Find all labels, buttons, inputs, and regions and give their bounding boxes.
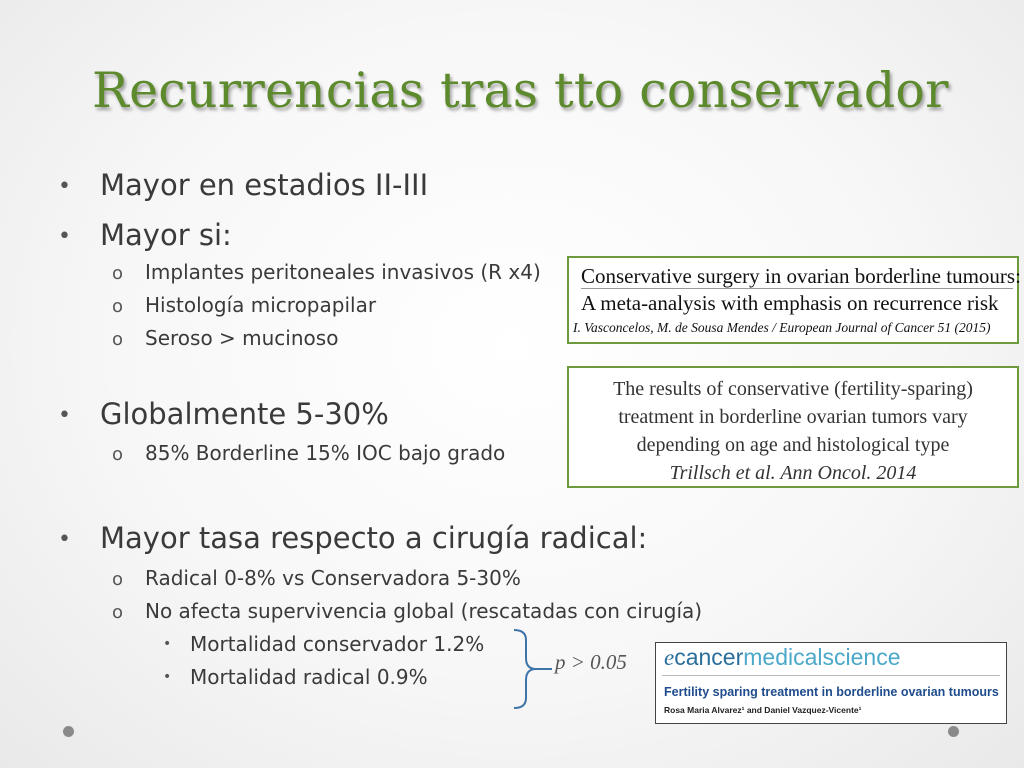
bullet-radical-comparison: Mayor tasa respecto a cirugía radical: bbox=[100, 521, 648, 555]
reference-authors: I. Vasconcelos, M. de Sousa Mendes / European Journal of Cancer 51 (2015) bbox=[573, 320, 991, 335]
p-value-label bbox=[555, 650, 627, 675]
trillsch-citation: Trillsch et al. Ann Oncol. 2014 bbox=[669, 462, 917, 484]
trillsch-line3: depending on age and histological type bbox=[636, 434, 950, 456]
slide-title: Recurrencias tras tto conservador bbox=[92, 62, 949, 119]
decorative-dot-left bbox=[63, 726, 74, 737]
ecancer-authors: Rosa Maria Alvarez¹ and Daniel Vazquez-Vicente¹ bbox=[664, 705, 862, 715]
curly-brace-icon bbox=[512, 628, 552, 710]
sub-bullet-marker: o bbox=[112, 263, 124, 284]
bullet-mayor-si: Mayor si: bbox=[100, 218, 232, 252]
trillsch-line1: The results of conservative (fertility-sparing) bbox=[613, 378, 973, 400]
bullet-marker: • bbox=[58, 403, 71, 428]
bullet-marker: • bbox=[58, 224, 71, 249]
reference-ecancer bbox=[655, 642, 1007, 724]
sub-bullet-radical-vs-conservative: Radical 0-8% vs Conservadora 5-30% bbox=[145, 566, 521, 590]
subsub-bullet-mortality-radical: Mortalidad radical 0.9% bbox=[190, 665, 428, 689]
p-value-text: p > 0.05 bbox=[555, 650, 627, 674]
reference-trillsch bbox=[567, 366, 1019, 488]
sub-bullet-serous: Seroso > mucinoso bbox=[145, 326, 339, 350]
subsub-bullet-mortality-conservative: Mortalidad conservador 1.2% bbox=[190, 632, 485, 656]
ecancer-logo: ecancermedicalscience bbox=[664, 644, 901, 670]
trillsch-line2: treatment in borderline ovarian tumors vary bbox=[618, 406, 968, 428]
sub-bullet-implants: Implantes peritoneales invasivos (R x4) bbox=[145, 260, 541, 284]
sub-bullet-survival: No afecta supervivencia global (rescatadas con cirugía) bbox=[145, 599, 703, 623]
sub-bullet-marker: o bbox=[112, 444, 124, 465]
reference-vasconcelos bbox=[567, 256, 1019, 344]
bullet-global-rate: Globalmente 5-30% bbox=[100, 397, 389, 431]
bullet-marker: • bbox=[58, 174, 71, 199]
bullet-marker: • bbox=[58, 527, 71, 552]
sub-bullet-marker: o bbox=[112, 296, 124, 317]
sub-bullet-marker: o bbox=[112, 569, 124, 590]
sub-bullet-histology: Histología micropapilar bbox=[145, 293, 377, 317]
bullet-stages: Mayor en estadios II-III bbox=[100, 168, 429, 202]
ecancer-article-title: Fertility sparing treatment in borderline ovarian tumours bbox=[664, 685, 999, 699]
sub-bullet-marker: o bbox=[112, 329, 124, 350]
reference-title-line2: A meta-analysis with emphasis on recurrence risk bbox=[581, 291, 999, 315]
reference-underline bbox=[581, 288, 1013, 289]
sub-bullet-marker: o bbox=[112, 602, 124, 623]
subsub-bullet-marker: • bbox=[163, 669, 172, 685]
decorative-dot-right bbox=[948, 726, 959, 737]
sub-bullet-borderline-ioc: 85% Borderline 15% IOC bajo grado bbox=[145, 441, 506, 465]
ecancer-divider bbox=[662, 675, 1000, 676]
reference-title-line1: Conservative surgery in ovarian borderline tumours: bbox=[581, 264, 1021, 288]
subsub-bullet-marker: • bbox=[163, 636, 172, 652]
